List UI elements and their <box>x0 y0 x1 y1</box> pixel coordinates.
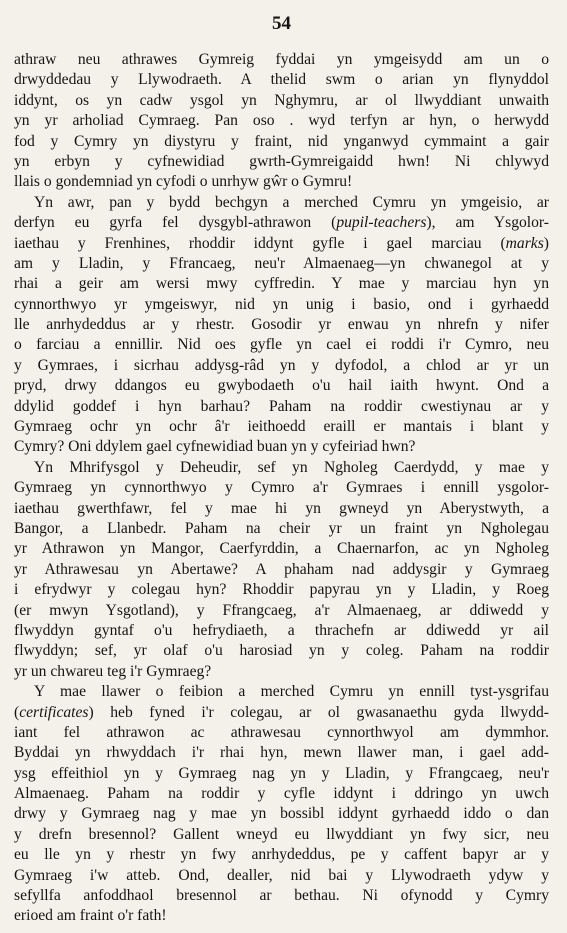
text-line: (certificates) heb fyned i'r colegau, ar ol gwasanaethu gyda llwydd- <box>14 703 549 721</box>
italic-term: certificates <box>19 703 89 721</box>
text-line: Yn awr, pan y bydd bechgyn a merched Cymru yn ymgeisio, ar <box>34 193 549 211</box>
text-line: erioed am fraint o'r fath! <box>14 907 167 925</box>
text-line: llais o gondemniad yn cyfodi o unrhyw gŵr o Gymru! <box>14 173 353 191</box>
text-line: yn yr arholiad Cymraeg. Pan oso . wyd terfyn ar hyn, o herwydd <box>14 112 549 130</box>
text-line: Cymry? Oni ddylem gael cyfnewidiad buan yn y cyfeiriad hwn? <box>14 438 416 456</box>
text-line: flwyddyn; sef, yr olaf o'u harosiad yn y coleg. Paham na roddir <box>14 642 549 660</box>
text-line: yn erbyn y cyfnewidiad gwrth-Gymreigaidd hwn! Ni chlywyd <box>14 152 549 170</box>
text-line: derfyn eu gyrfa fel dysgybl-athrawon (pupil-teachers), am Ysgolor- <box>14 214 549 232</box>
page-number: 54 <box>272 13 291 34</box>
body-text <box>14 50 549 927</box>
text-line: iaethau gwerthfawr, fel y mae hi yn gwneyd yn Aberystwyth, a <box>14 499 549 517</box>
paragraph <box>14 458 549 682</box>
paragraph <box>14 50 549 193</box>
text-line: iddynt, os yn cadw ysgol yn Nghymru, ar ol llwyddiant unwaith <box>14 91 549 109</box>
paragraph <box>14 682 549 927</box>
text-line: flwyddyn gyntaf o'u hefrydiaeth, a thrachefn ar ddiwedd yr ail <box>14 621 549 639</box>
text-line: ddylid goddef i hyn barhau? Paham na roddir cwestiynau ar y <box>14 397 549 415</box>
text-line: ysg effeithiol yn y Gymraeg nag yn y Lladin, y Ffrangcaeg, neu'r <box>14 764 549 782</box>
text-line: rhai a geir am wersi mwy cyffredin. Y mae y marciau hyn yn <box>14 275 549 293</box>
text-line: y Gymraes, i sicrhau addysg-râd yn y dyfodol, a chlod ar yr un <box>14 356 549 374</box>
text-line: yr Athrawesau yn Abertawe? A phaham nad addysgir y Gymraeg <box>14 560 549 578</box>
text-line: drwyddedau y Llywodraeth. A thelid swm o arian yn flynyddol <box>14 71 549 89</box>
text-line: eu lle yn y rhestr yn fwy anrhydeddus, pe y caffent bapyr ar y <box>14 846 549 864</box>
text-line: o farciau a ennillir. Nid oes gyfle yn cael ei roddi i'r Cymro, neu <box>14 336 549 354</box>
text-line: athraw neu athrawes Gymreig fyddai yn ymgeisydd am un o <box>14 51 549 68</box>
text-line: Byddai yn rhwyddach i'r rhai hyn, mewn llawer man, i gael add- <box>14 744 549 762</box>
italic-term: pupil-teachers <box>336 214 427 232</box>
text-line: cynnorthwyo yr ymgeiswyr, nid yn unig i basio, ond i gyrhaedd <box>14 295 549 313</box>
text-line: sefyllfa anfoddhaol bresennol ar bethau. Ni ofynodd y Cymry <box>14 887 549 905</box>
text-line: lle anrhydeddus ar y rhestr. Gosodir yr enwau yn nhrefn y nifer <box>14 316 549 334</box>
text-line: drwy y Gymraeg nag y mae yn bossibl iddynt gyrhaedd iddo o dan <box>14 805 549 823</box>
text-line: Yn Mhrifysgol y Deheudir, sef yn Ngholeg Caerdydd, y mae y <box>34 458 549 476</box>
text-line: pryd, drwy ddangos eu gwybodaeth o'u hail iaith hwynt. Ond a <box>14 377 549 395</box>
text-line: Gymraeg yn cynnorthwyo y Cymro a'r Gymraes i ennill ysgolor- <box>14 479 549 497</box>
paragraph <box>14 193 549 458</box>
italic-term: marks <box>505 234 544 252</box>
text-line: yr un chwareu teg i'r Gymraeg? <box>14 662 212 680</box>
text-line: iant fel athrawon ac athrawesau cynnorthwyol am dymmhor. <box>14 723 549 741</box>
text-line: iaethau y Frenhines, rhoddir iddynt gyfle i gael marciau (marks) <box>14 234 549 252</box>
text-line: yr Athrawon yn Mangor, Caerfyrddin, a Chaernarfon, ac yn Ngholeg <box>14 540 549 558</box>
text-line: fod y Cymry yn diystyru y fraint, nid ynganwyd cymmaint a gair <box>14 132 549 150</box>
text-line: Y mae llawer o feibion a merched Cymru yn ennill tyst-ysgrifau <box>34 683 549 701</box>
text-line: Almaenaeg. Paham na roddir y cyfle iddynt i ddringo yn uwch <box>14 785 549 803</box>
text-line: Gymraeg i'w atteb. Ond, dealler, nid bai y Llywodraeth ydyw y <box>14 866 549 884</box>
text-line: i efrydwyr y colegau hyn? Rhoddir papyrau yn y Lladin, y Roeg <box>14 581 549 599</box>
text-line: Bangor, a Llanbedr. Paham na cheir yr un fraint yn Ngholegau <box>14 519 549 537</box>
text-line: (er mwyn Ysgotland), y Ffrangcaeg, a'r Almaenaeg, ar ddiwedd y <box>14 601 549 619</box>
text-line: am y Lladin, y Ffrancaeg, neu'r Almaenaeg—yn chwanegol at y <box>14 254 549 272</box>
text-line: y drefn bresennol? Gallent wneyd eu llwyddiant yn fwy sicr, neu <box>14 825 549 843</box>
text-line: Gymraeg ochr yn ochr â'r ieithoedd eraill er mantais i blant y <box>14 418 549 436</box>
